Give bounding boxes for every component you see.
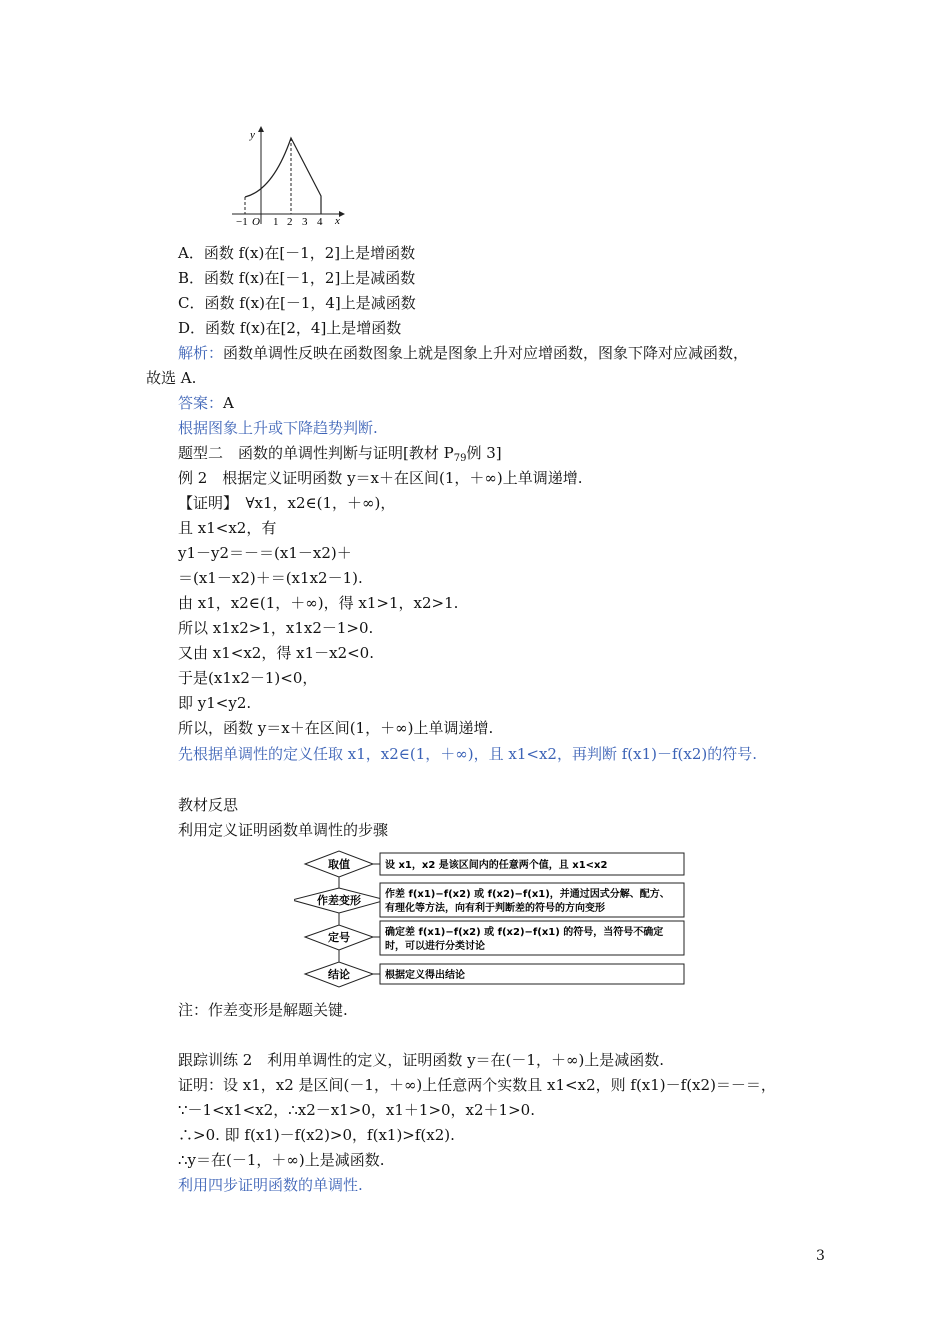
section-2-title-text: 题型二 函数的单调性判断与证明[教材 P (178, 444, 454, 462)
step-1-name: 取值 (328, 858, 350, 871)
proof-line-2: 且 x1<x2，有 (178, 519, 277, 537)
x-axis-label: x (335, 215, 340, 227)
analysis-conclusion: 故选 A. (146, 369, 197, 387)
step-3-desc-2: 时，可以进行分类讨论 (385, 941, 485, 952)
analysis-label: 解析： (178, 344, 224, 362)
proof-line-4: ＝(x1－x2)＋＝(x1x2－1). (178, 569, 363, 587)
step-1-desc: 设 x1，x2 是该区间内的任意两个值，且 x1<x2 (385, 860, 608, 871)
note: 注：作差变形是解题关键. (178, 1001, 348, 1019)
proof-line-5: 由 x1，x2∈(1，＋∞)，得 x1>1，x2>1. (178, 594, 459, 612)
step-2-desc-2: 有理化等方法，向有利于判断差的符号的方向变形 (385, 903, 605, 914)
reflection-subtitle: 利用定义证明函数单调性的步骤 (178, 821, 389, 839)
steps-flowchart (294, 848, 690, 990)
analysis-line (178, 342, 748, 364)
option-b: B．函数 f(x)在[－1，2]上是减函数 (178, 269, 416, 287)
section-2-title (178, 442, 502, 470)
step-3-desc-1: 确定差 f(x1)−f(x2) 或 f(x2)−f(x1) 的符号，当符号不确定 (385, 927, 664, 938)
reflection-title: 教材反思 (178, 796, 239, 814)
exercise-title: 跟踪训练 2 利用单调性的定义，证明函数 y＝在(－1，＋∞)上是减函数. (178, 1051, 665, 1069)
step-4-desc: 根据定义得出结论 (385, 970, 465, 981)
tick-label-4: 4 (317, 216, 323, 228)
page-number: 3 (816, 1248, 825, 1264)
flow-connectors (339, 864, 386, 974)
tick-label-1: 1 (273, 216, 279, 228)
y-axis-label: y (250, 129, 255, 141)
answer-label: 答案： (178, 394, 224, 412)
step-2-desc-1: 作差 f(x1)−f(x2) 或 f(x2)−f(x1)，并通过因式分解、配方、 (385, 889, 670, 900)
exercise-line-4: ∴y＝在(－1，＋∞)上是减函数. (178, 1151, 385, 1169)
analysis-text: 函数单调性反映在函数图象上就是图象上升对应增函数，图象下降对应减函数， (223, 344, 749, 362)
exercise-line-1: 证明：设 x1，x2 是区间(－1，＋∞)上任意两个实数且 x1<x2，则 f(x1)－f(x2)＝－＝， (178, 1076, 776, 1094)
section-2-title-sub: 79 (453, 453, 467, 464)
option-a: A．函数 f(x)在[－1，2]上是增函数 (178, 244, 416, 262)
proof-line-1: 【证明】 ∀x1，x2∈(1，＋∞)， (178, 494, 396, 512)
proof-line-7: 又由 x1<x2，得 x1－x2<0. (178, 644, 374, 662)
step-4-name: 结论 (328, 968, 350, 981)
proof-line-6: 所以 x1x2>1，x1x2－1>0. (178, 619, 374, 637)
proof-line-10: 所以，函数 y＝x＋在区间(1，＋∞)上单调递增. (178, 719, 494, 737)
tick-label-3: 3 (302, 216, 308, 228)
origin-label: O (252, 216, 260, 228)
tick-label-m1: −1 (236, 216, 248, 228)
exercise-line-3: ∴>0. 即 f(x1)－f(x2)>0，f(x1)>f(x2). (178, 1126, 455, 1144)
function-curve (245, 138, 321, 214)
option-c: C．函数 f(x)在[－1，4]上是减函数 (178, 294, 416, 312)
step-3-name: 定号 (328, 931, 350, 944)
proof-line-3: y1－y2＝－＝(x1－x2)＋ (178, 544, 352, 562)
tick-label-2: 2 (287, 216, 293, 228)
option-d: D．函数 f(x)在[2，4]上是增函数 (178, 319, 402, 337)
answer-line (178, 392, 234, 414)
step-2-name: 作差变形 (317, 894, 361, 907)
proof-line-9: 即 y1<y2. (178, 694, 252, 712)
tip-3: 利用四步证明函数的单调性. (178, 1176, 363, 1194)
function-graph (228, 124, 353, 228)
example-2: 例 2 根据定义证明函数 y＝x＋在区间(1，＋∞)上单调递增. (178, 469, 583, 487)
tip-1: 根据图象上升或下降趋势判断. (178, 419, 378, 437)
proof-line-8: 于是(x1x2－1)<0， (178, 669, 318, 687)
answer-value: A (223, 394, 234, 412)
tip-2: 先根据单调性的定义任取 x1，x2∈(1，＋∞)，且 x1<x2，再判断 f(x1)－f(x2)的符号. (178, 745, 758, 763)
section-2-title-tail: 例 3] (466, 444, 502, 462)
exercise-line-2: ∵－1<x1<x2，∴x2－x1>0，x1＋1>0，x2＋1>0. (178, 1101, 535, 1119)
